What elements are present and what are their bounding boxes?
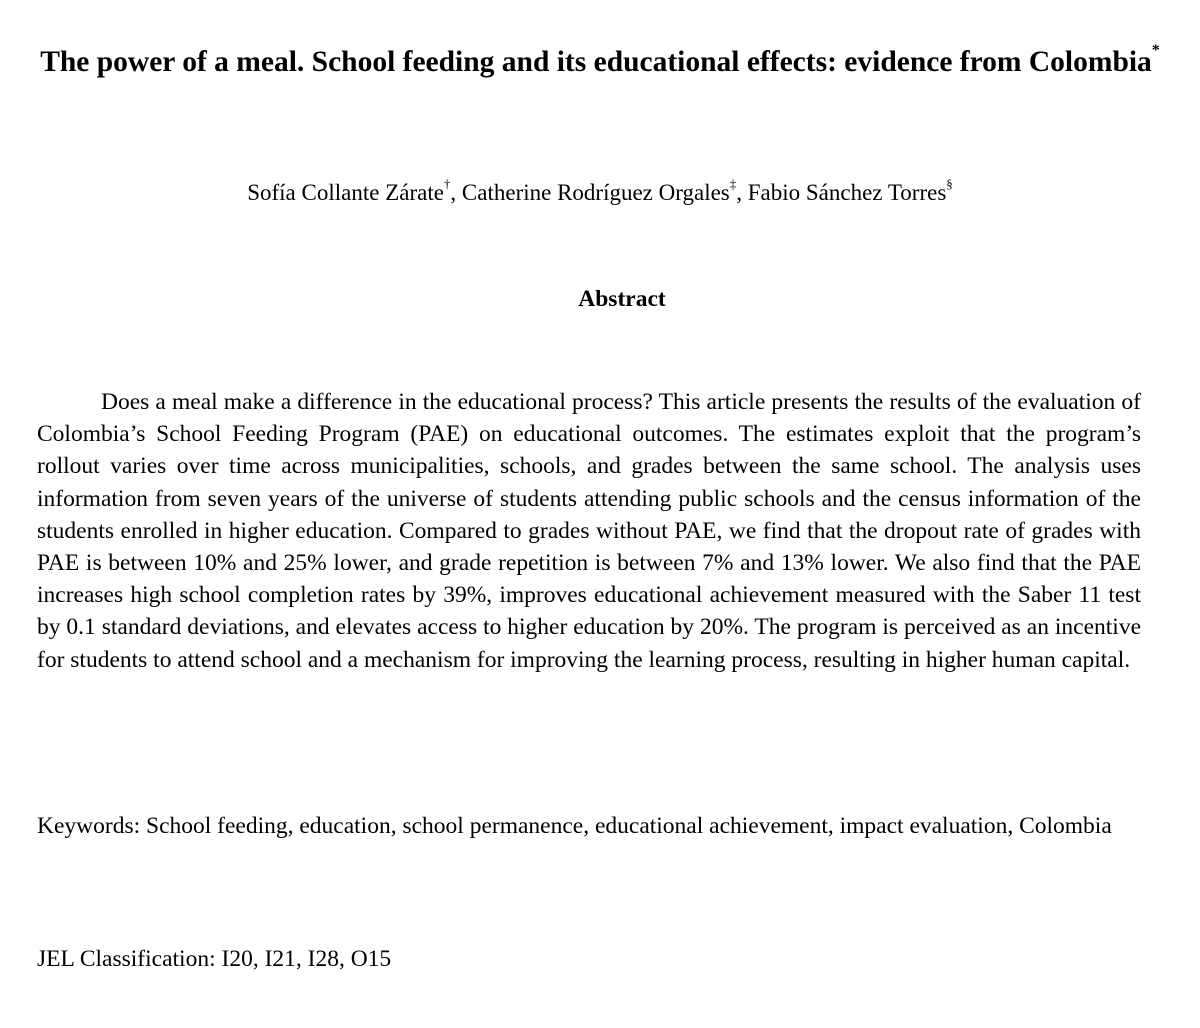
author-footnote-marker: ‡ (729, 176, 737, 191)
jel-classification: JEL Classification: I20, I21, I28, O15 (37, 946, 392, 972)
author-separator: , (736, 180, 748, 205)
author-footnote-marker: † (443, 176, 451, 191)
abstract-body: Does a meal make a difference in the educational process? This article presents the results of the evaluation of Colombia’s School Feeding Program (PAE) on educational outcomes. The estimates exploit that the program’s rollout varies over time across municipalities, schools, and grades between the same school. The analysis uses information from seven years of the universe of students attending public schools and the census information of the students enrolled in higher education. Compared to grades without PAE, we find that the dropout rate of grades with PAE is between 10% and 25% lower, and grade repetition is between 7% and 13% lower. We also find that the PAE increases high school completion rates by 39%, improves educational achievement measured with the Saber 11 test by 0.1 standard deviations, and elevates access to higher education by 20%. The program is perceived as an incentive for students to attend school and a mechanism for improving the learning process, resulting in higher human capital. (37, 389, 1141, 673)
author-separator: , (450, 180, 462, 205)
author-list (0, 177, 1200, 209)
abstract-heading: Abstract (578, 286, 666, 312)
author-footnote-marker: § (946, 176, 953, 191)
keywords: Keywords: School feeding, education, school permanence, educational achievement, impact evaluation, Colombia (37, 813, 1112, 839)
paper-title (30, 40, 1170, 85)
title-footnote-marker: * (1151, 42, 1160, 59)
paper-title-text: The power of a meal. School feeding and its educational effects: evidence from Colombia (40, 46, 1152, 78)
author-name: Fabio Sánchez Torres (747, 180, 947, 205)
author-name: Sofía Collante Zárate (247, 180, 444, 205)
author-name: Catherine Rodríguez Orgales (461, 180, 730, 205)
